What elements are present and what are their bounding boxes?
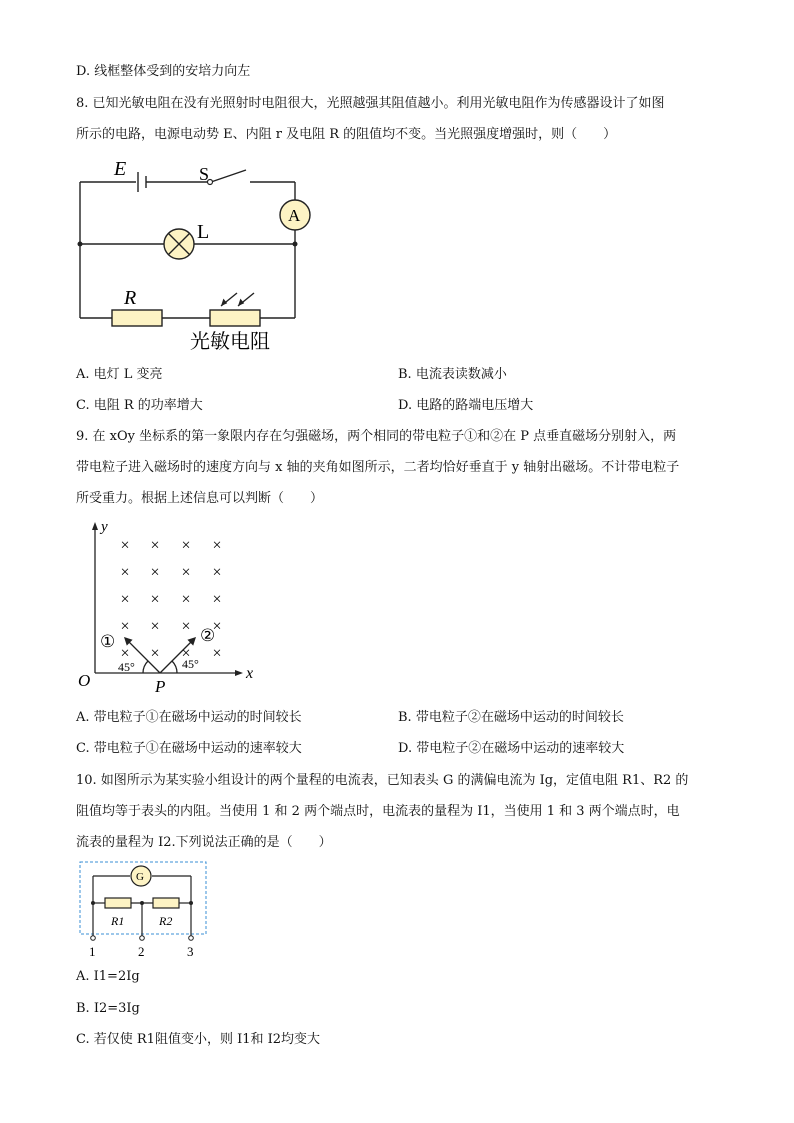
svg-text:×: × [150, 591, 160, 608]
q10-stem-line1: 10. 如图所示为某实验小组设计的两个量程的电流表，已知表头 G 的满偏电流为 Ig，定值电阻 R1、R2 的 [76, 773, 689, 788]
q8-option-a: A. 电灯 L 变亮 [76, 367, 163, 382]
svg-text:×: × [120, 645, 130, 662]
svg-text:×: × [181, 591, 191, 608]
svg-text:×: × [212, 591, 222, 608]
q9-option-a: A. 带电粒子①在磁场中运动的时间较长 [76, 710, 302, 725]
q9-stem-line1: 9. 在 xOy 坐标系的第一象限内存在匀强磁场，两个相同的带电粒子①和②在 P 点垂直磁场分别射入，两 [76, 429, 677, 444]
label-a: A [288, 206, 301, 225]
q9-option-c: C. 带电粒子①在磁场中运动的速率较大 [76, 741, 302, 756]
label-l: L [197, 221, 210, 243]
point-p-label: P [155, 677, 166, 695]
label-s: S [199, 164, 210, 184]
svg-text:×: × [120, 537, 130, 554]
label-e: E [114, 158, 127, 180]
svg-text:×: × [212, 537, 222, 554]
label-r1: R1 [111, 914, 125, 928]
svg-text:×: × [181, 645, 191, 662]
q9-stem-line3: 所受重力。根据上述信息可以判断（ ） [76, 491, 324, 506]
label-r: R [124, 287, 137, 309]
q8-option-c: C. 电阻 R 的功率增大 [76, 398, 203, 413]
q10-option-b: B. I2=3Ig [76, 1001, 140, 1016]
lamp [164, 229, 194, 259]
particle-2-label: ② [200, 626, 216, 645]
terminal-1: 1 [89, 944, 96, 959]
q10-stem-line2: 阻值均等于表头的内阻。当使用 1 和 2 两个端点时，电流表的量程为 I1，当使用 1 和 3 两个端点时，电 [76, 804, 680, 819]
svg-text:×: × [120, 618, 130, 635]
svg-text:×: × [150, 645, 160, 662]
terminal-2: 2 [138, 944, 145, 959]
q9-stem-line2: 带电粒子进入磁场时的速度方向与 x 轴的夹角如图所示，二者均恰好垂直于 y 轴射出磁场。不计带电粒子 [76, 460, 680, 475]
q8-option-b: B. 电流表读数减小 [398, 367, 507, 382]
axis-x-label: x [246, 665, 254, 682]
svg-text:×: × [181, 618, 191, 635]
axis-y-label: y [101, 519, 108, 535]
resistor-r2 [153, 898, 179, 908]
svg-text:×: × [181, 564, 191, 581]
svg-text:×: × [181, 537, 191, 554]
q8-stem-line1: 8. 已知光敏电阻在没有光照射时电阻很大，光照越强其阻值越小。利用光敏电阻作为传感器设计了如图 [76, 96, 665, 111]
label-r2: R2 [159, 914, 173, 928]
svg-text:×: × [150, 564, 160, 581]
q10-ammeter-diagram [75, 858, 215, 962]
angle-1-label: 45° [118, 660, 135, 674]
svg-text:×: × [212, 564, 222, 581]
q8-stem-line2: 所示的电路，电源电动势 E、内阻 r 及电阻 R 的阻值均不变。当光照强度增强时，则（ ） [76, 127, 617, 142]
svg-text:×: × [120, 564, 130, 581]
terminal-3: 3 [187, 944, 194, 959]
q10-option-c: C. 若仅使 R1阻值变小，则 I1和 I2均变大 [76, 1032, 321, 1047]
angle-2-label: 45° [182, 657, 199, 671]
q10-stem-line3: 流表的量程为 I2.下列说法正确的是（ ） [76, 835, 332, 850]
svg-text:×: × [212, 618, 222, 635]
svg-text:×: × [150, 537, 160, 554]
resistor-r [112, 310, 162, 326]
photoresistor-caption: 光敏电阻 [190, 331, 270, 353]
svg-text:×: × [212, 645, 222, 662]
q9-option-b: B. 带电粒子②在磁场中运动的时间较长 [398, 710, 624, 725]
origin-label: O [78, 671, 91, 690]
svg-text:×: × [120, 591, 130, 608]
resistor-r1 [105, 898, 131, 908]
q7-option-d: D. 线框整体受到的安培力向左 [76, 64, 251, 79]
q9-option-d: D. 带电粒子②在磁场中运动的速率较大 [398, 741, 625, 756]
q10-option-a: A. I1=2Ig [76, 969, 140, 984]
q9-magnetic-field-diagram [70, 515, 270, 695]
svg-text:×: × [150, 618, 160, 635]
q8-option-d: D. 电路的路端电压增大 [398, 398, 534, 413]
q8-circuit-diagram [70, 152, 330, 357]
photoresistor [210, 310, 260, 326]
particle-1-label: ① [100, 632, 116, 651]
label-g: G [136, 871, 144, 883]
